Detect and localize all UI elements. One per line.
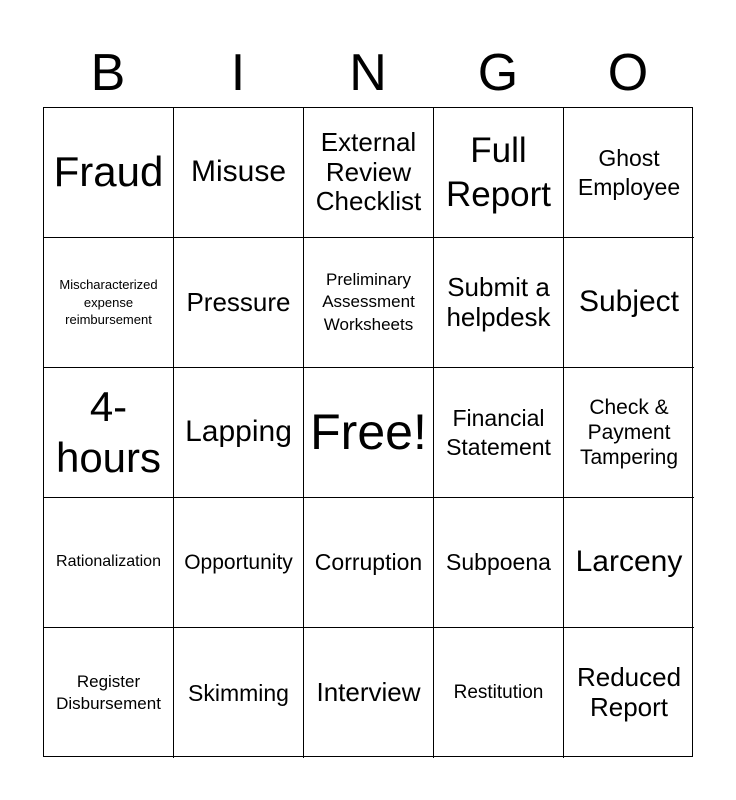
bingo-cell[interactable]: External Review Checklist xyxy=(304,108,434,238)
bingo-cell[interactable]: Rationalization xyxy=(44,498,174,628)
bingo-cell[interactable]: Financial Statement xyxy=(434,368,564,498)
bingo-cell[interactable]: Check & Payment Tampering xyxy=(564,368,694,498)
bingo-cell[interactable]: Interview xyxy=(304,628,434,758)
bingo-cell[interactable]: Fraud xyxy=(44,108,174,238)
bingo-cell[interactable]: Subject xyxy=(564,238,694,368)
bingo-cell[interactable]: Submit a helpdesk xyxy=(434,238,564,368)
bingo-cell[interactable]: Subpoena xyxy=(434,498,564,628)
header-letter-o: O xyxy=(607,44,649,102)
free-space[interactable]: Free! xyxy=(304,368,434,498)
bingo-cell[interactable]: Corruption xyxy=(304,498,434,628)
bingo-cell[interactable]: Full Report xyxy=(434,108,564,238)
bingo-cell[interactable]: Register Disbursement xyxy=(44,628,174,758)
header-letter-b: B xyxy=(90,44,126,102)
bingo-cell[interactable]: Misuse xyxy=(174,108,304,238)
bingo-cell[interactable]: Preliminary Assessment Worksheets xyxy=(304,238,434,368)
bingo-cell[interactable]: Reduced Report xyxy=(576,662,682,722)
bingo-cell[interactable]: Lapping xyxy=(174,368,304,498)
bingo-cell[interactable]: Mischaracterized expense reimbursement xyxy=(44,238,174,368)
header-letter-g: G xyxy=(477,44,519,102)
bingo-cell[interactable]: Ghost Employee xyxy=(564,108,694,238)
bingo-cell[interactable]: Skimming xyxy=(174,628,304,758)
bingo-cell[interactable]: 4-hours xyxy=(44,368,174,498)
header-letter-i: I xyxy=(230,44,246,102)
bingo-cell[interactable]: Larceny xyxy=(564,498,694,628)
bingo-cell[interactable]: Restitution xyxy=(434,628,564,758)
bingo-cell[interactable]: Pressure xyxy=(174,238,304,368)
bingo-header xyxy=(43,40,693,106)
bingo-cell[interactable]: Opportunity xyxy=(174,498,304,628)
header-letter-n: N xyxy=(349,44,387,102)
bingo-board xyxy=(43,107,693,757)
